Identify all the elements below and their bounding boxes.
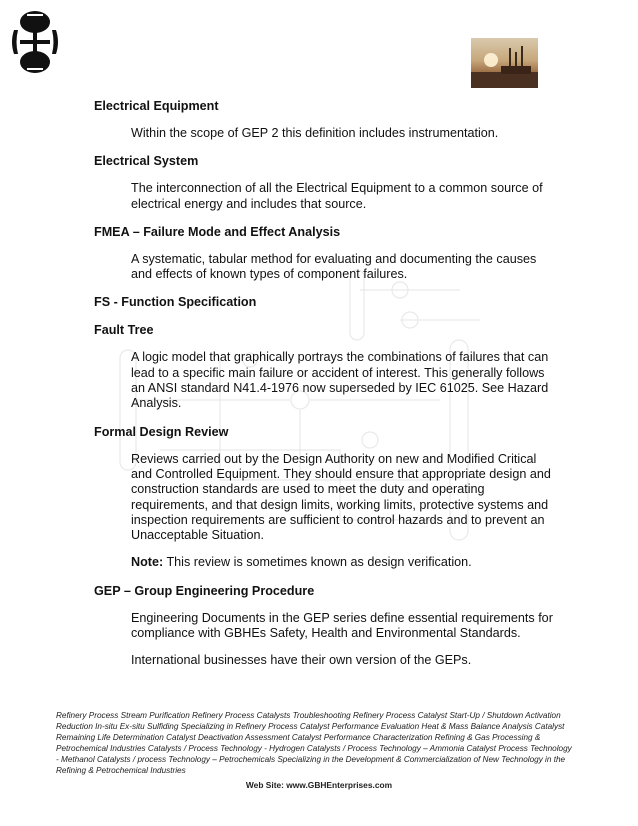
footer-website: Web Site: www.GBHEnterprises.com (245, 780, 393, 790)
section-electrical-equipment (94, 98, 554, 141)
section-function-specification (94, 294, 554, 310)
section-heading: Fault Tree (94, 323, 154, 338)
section-paragraph: International businesses have their own version of the GEPs. (131, 653, 472, 668)
section-paragraph: Reviews carried out by the Design Authority on new and Modified Critical and Controlled Equipment. They should ensure that appropriate design and construction standards are used to meet the duty and operating requirements, and that design limits, working limits, protective systems and inspection requirements are sufficient to control hazards and to prevent an Unacceptable Situation. (131, 451, 551, 543)
gbh-logo-icon (10, 6, 60, 78)
section-heading: Electrical System (94, 154, 199, 169)
section-paragraph: A systematic, tabular method for evaluating and documenting the causes and effects of known types of component failures. (131, 251, 537, 282)
note-label: Note: (131, 555, 164, 570)
section-gep (94, 583, 554, 669)
section-heading: Electrical Equipment (94, 99, 219, 113)
section-heading: Formal Design Review (94, 424, 229, 439)
note-paragraph (131, 555, 554, 570)
section-paragraph: Within the scope of GEP 2 this definition includes instrumentation. (131, 126, 499, 140)
section-formal-design-review (94, 424, 554, 571)
section-paragraph: Engineering Documents in the GEP series define essential requirements for compliance with GBHEs Safety, Health and Environmental Standards. (131, 610, 553, 641)
section-heading: FS - Function Specification (94, 295, 257, 310)
section-fault-tree (94, 322, 554, 411)
section-paragraph: The interconnection of all the Electrical Equipment to a common source of electrical energy and includes that source. (131, 181, 543, 211)
document-body (94, 98, 554, 681)
section-heading: FMEA – Failure Mode and Effect Analysis (94, 224, 341, 239)
refinery-photo (471, 38, 538, 88)
section-paragraph: A logic model that graphically portrays the combinations of failures that can lead to a specific main failure or accident of interest. This generally follows an ANSI standard N41.4-1976 now superseded by IEC 61025. See Hazard Analysis. (131, 350, 549, 411)
footer-services-text: Refinery Process Stream Purification Refinery Process Catalysts Troubleshooting Refinery Process Catalyst Start-Up / Shutdown Activation Reduction In-situ Ex-situ Sulfiding Specializing in Refinery Process Catalyst Performance Evaluation Heat & Mass Balance Analysis Catalyst Remaining Life Determination Catalyst Deactivation Assessment Catalyst Performance Characterization Refining & Gas Processing & Petrochemical Industries Catalysts / Process Technology - Hydrogen Catalysts / Process Technology – Ammonia Catalyst Process Technology - Methanol Catalysts / process Technology – Petrochemicals Specializing in the Development & Commercialization of New Technology in the Refining & Petrochemical Industries (56, 711, 572, 775)
section-heading: GEP – Group Engineering Procedure (94, 583, 315, 598)
note-text: This review is sometimes known as design verification. (163, 555, 472, 570)
section-fmea (94, 224, 554, 283)
section-electrical-system (94, 153, 554, 212)
